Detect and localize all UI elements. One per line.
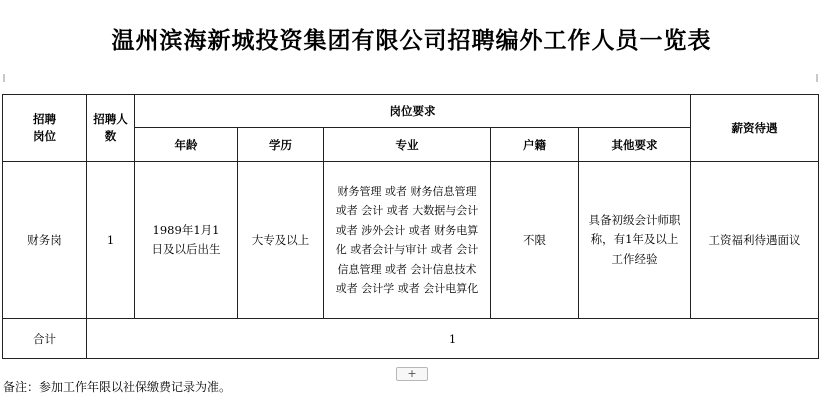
cell-education: 大专及以上 [238, 162, 324, 319]
cell-count: 1 [87, 162, 135, 319]
header-education: 学历 [238, 128, 324, 162]
add-button[interactable]: + [396, 367, 428, 381]
cell-salary: 工资福利待遇面议 [691, 162, 819, 319]
total-label: 合计 [3, 319, 87, 359]
total-row [3, 319, 819, 359]
header-count: 招聘人数 [87, 95, 135, 162]
row-marker [3, 74, 5, 82]
header-position: 招聘岗位 [3, 95, 87, 162]
row-marker [816, 74, 818, 82]
header-row [3, 95, 819, 128]
page-title: 温州滨海新城投资集团有限公司招聘编外工作人员一览表 [111, 27, 712, 54]
header-salary: 薪资待遇 [691, 95, 819, 162]
table-row [3, 162, 819, 319]
cell-other: 具备初级会计师职称，有1年及以上工作经验 [579, 162, 691, 319]
header-age: 年龄 [135, 128, 238, 162]
header-major: 专业 [324, 128, 491, 162]
header-requirements: 岗位要求 [135, 95, 691, 128]
cell-hukou: 不限 [491, 162, 579, 319]
header-other: 其他要求 [579, 128, 691, 162]
cell-age: 1989年1月1日及以后出生 [135, 162, 238, 319]
header-hukou: 户籍 [491, 128, 579, 162]
cell-major: 财务管理 或者 财务信息管理 或者 会计 或者 大数据与会计 或者 涉外会计 或者 财务电算化 或者会计与审计 或者 会计信息管理 或者 会计信息技术 或者 会计学 或者 会计电算化 [324, 162, 491, 319]
footnote: 备注：参加工作年限以社保缴费记录为准。 [3, 380, 232, 394]
cell-position: 财务岗 [3, 162, 87, 319]
recruitment-table [2, 94, 819, 359]
total-value: 1 [87, 319, 819, 359]
